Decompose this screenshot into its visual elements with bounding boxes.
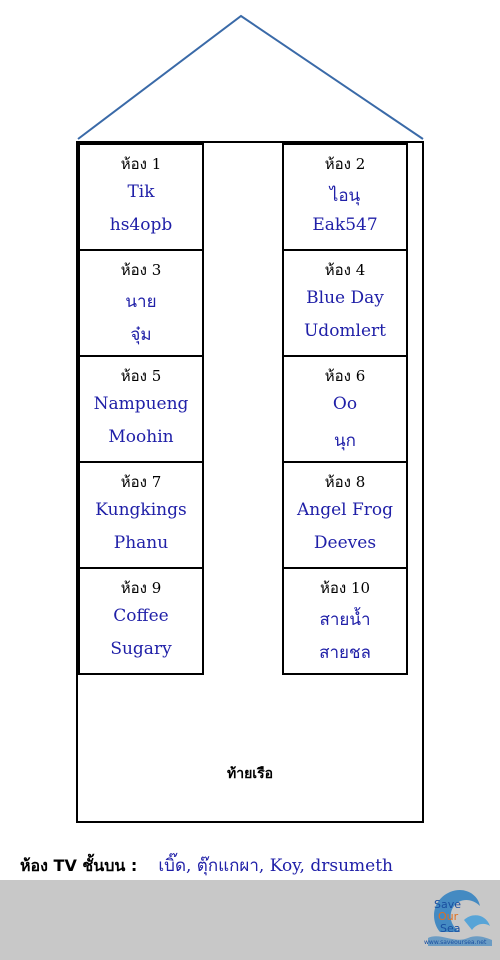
guest-name: สายชล xyxy=(319,643,371,663)
guest-name: hs4opb xyxy=(109,215,173,235)
room-4 xyxy=(282,249,408,357)
room-6 xyxy=(282,355,408,463)
room-number: ห้อง 4 xyxy=(324,261,366,279)
room-number: ห้อง 1 xyxy=(120,155,162,173)
tv-room-line xyxy=(20,852,393,879)
guest-name: ไอนุ xyxy=(329,186,361,206)
tv-room-label: ห้อง TV ชั้นบน : xyxy=(20,856,138,875)
room-3 xyxy=(78,249,204,357)
room-2 xyxy=(282,143,408,251)
room-10 xyxy=(282,567,408,675)
room-number: ห้อง 2 xyxy=(324,155,366,173)
guest-name: Kungkings xyxy=(95,500,187,520)
guest-name: สายน้ำ xyxy=(319,610,371,630)
guest-name: นาย xyxy=(125,292,157,312)
guest-name: Moohin xyxy=(108,427,174,447)
room-number: ห้อง 6 xyxy=(324,367,366,385)
guest-name: Tik xyxy=(127,182,155,202)
room-8 xyxy=(282,461,408,569)
room-1 xyxy=(78,143,204,251)
room-7 xyxy=(78,461,204,569)
guest-name: Phanu xyxy=(113,533,169,553)
logo-text-our: Our xyxy=(438,910,459,923)
guest-name: Angel Frog xyxy=(296,500,394,520)
guest-name: นุก xyxy=(334,431,356,451)
room-9 xyxy=(78,567,204,675)
guest-name: จุ๋ม xyxy=(130,325,152,345)
boat-hull xyxy=(76,141,424,823)
guest-name: Udomlert xyxy=(303,321,387,341)
guest-name: Sugary xyxy=(110,639,172,659)
guest-name: Nampueng xyxy=(93,394,189,414)
room-number: ห้อง 9 xyxy=(120,579,162,597)
room-number: ห้อง 8 xyxy=(324,473,366,491)
room-number: ห้อง 7 xyxy=(120,473,162,491)
stern-label: ท้ายเรือ xyxy=(226,766,273,782)
guest-name: Blue Day xyxy=(306,288,384,308)
room-number: ห้อง 5 xyxy=(120,367,162,385)
guest-name: Coffee xyxy=(113,606,169,626)
logo-text-save: Save xyxy=(434,898,462,911)
roof-outline xyxy=(0,0,500,145)
tv-room-guests: เบิ๊ด, ตุ๊กแกผา, Koy, drsumeth xyxy=(158,856,393,876)
guest-name: Eak547 xyxy=(312,215,378,235)
room-number: ห้อง 10 xyxy=(319,579,371,597)
room-5 xyxy=(78,355,204,463)
logo-url: www.saveoursea.net xyxy=(424,939,487,946)
guest-name: Deeves xyxy=(313,533,377,553)
room-number: ห้อง 3 xyxy=(120,261,162,279)
guest-name: Oo xyxy=(332,394,358,414)
logo-text-sea: Sea xyxy=(440,922,461,935)
